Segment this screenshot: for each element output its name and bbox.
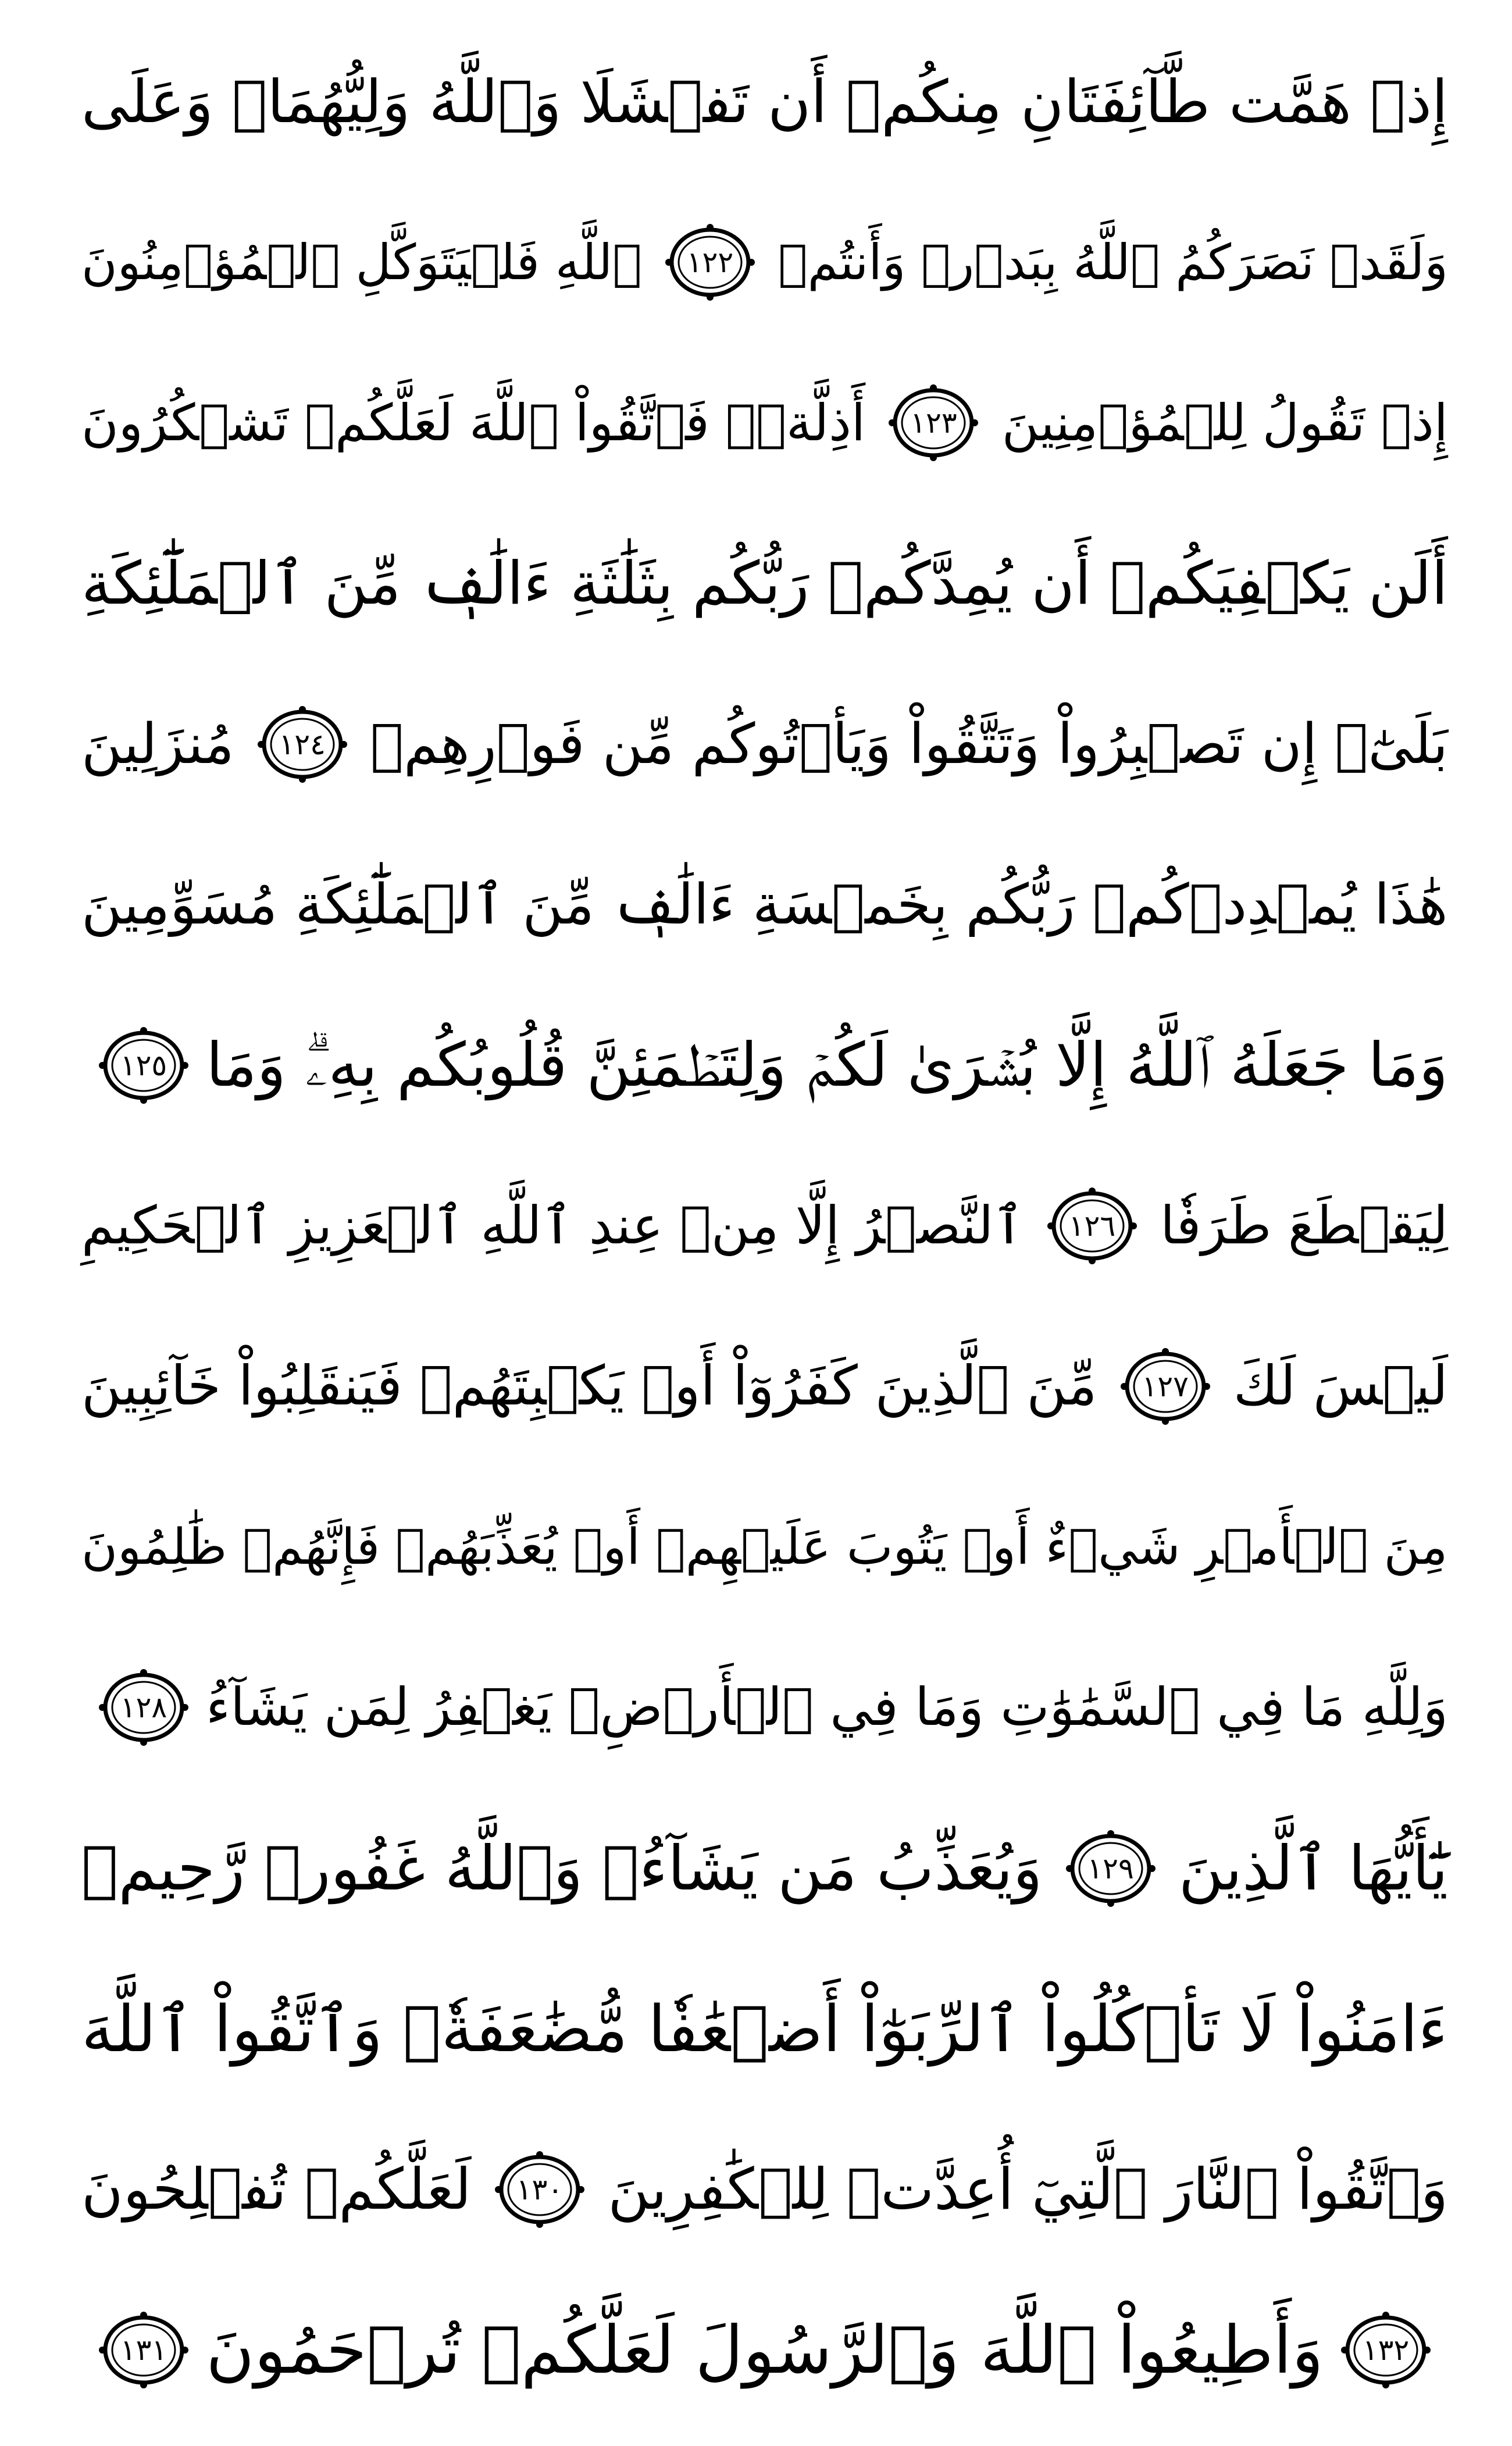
verse-text: مُنزَلِينَ [81, 712, 234, 776]
verse-text: وَلَقَدۡ نَصَرَكُمُ ٱللَّهُ بِبَدۡرٖ وَأَنتُمۡ [778, 234, 1448, 291]
verse-text: ٱلنَّصۡرُ إِلَّا مِنۡ عِندِ ٱللَّهِ ٱلۡعَزِيزِ ٱلۡحَكِيمِ [81, 1195, 1024, 1256]
verse-line [81, 1641, 1448, 1774]
ayah-number: ١٢٩ [1087, 1851, 1134, 1885]
verse-line [81, 195, 1448, 329]
verse-text: وَٱتَّقُواْ ٱلنَّارَ ٱلَّتِيٓ أُعِدَّتۡ لِلۡكَٰفِرِينَ [608, 2156, 1448, 2223]
ayah-number-marker [94, 1025, 193, 1106]
verse-text: أَذِلَّةٞۖ فَٱتَّقُواْ ٱللَّهَ لَعَلَّكُمۡ تَشۡكُرُونَ [81, 393, 866, 453]
ayah-number-marker [1336, 2309, 1435, 2391]
verse-text: وَمَا جَعَلَهُ ٱللَّهُ إِلَّا بُشۡرَىٰ لَكُمۡ وَلِتَطۡمَئِنَّ قُلُوبُكُم بِهِۦۗ وَمَا [206, 1029, 1448, 1100]
verse-text: وَيُعَذِّبُ مَن يَشَآءُۚ وَٱللَّهُ غَفُورٞ رَّحِيمٞ [81, 1832, 1043, 1904]
verse-text: يَٰٓأَيُّهَا ٱلَّذِينَ [1178, 1832, 1448, 1904]
verse-line [81, 999, 1448, 1132]
verse-line [81, 2123, 1448, 2256]
ayah-number: ١٢٦ [1068, 1208, 1116, 1243]
verse-lines [81, 35, 1448, 2417]
verse-line [81, 516, 1448, 650]
verse-line [81, 1802, 1448, 1935]
ayah-number-marker [884, 382, 983, 463]
verse-line [81, 678, 1448, 811]
verse-line [81, 2283, 1448, 2417]
verse-line [81, 1320, 1448, 1453]
ayah-number-marker [94, 2309, 193, 2391]
ayah-number-marker [253, 704, 352, 785]
ayah-number: ١٢٥ [120, 1048, 167, 1082]
verse-line [81, 35, 1448, 169]
ayah-number: ١٢٧ [1142, 1370, 1189, 1404]
verse-text: لَيۡسَ لَكَ [1233, 1354, 1448, 1418]
verse-text: لَعَلَّكُمۡ تُفۡلِحُونَ [81, 2156, 472, 2223]
ayah-number: ١٣٠ [516, 2172, 564, 2206]
ayah-number: ١٣٢ [1362, 2333, 1410, 2367]
verse-text: لِيَقۡطَعَ طَرَفٗا [1160, 1195, 1448, 1256]
ayah-number: ١٢٢ [686, 245, 734, 280]
verse-line [81, 838, 1448, 972]
verse-text: ءَامَنُواْ لَا تَأۡكُلُواْ ٱلرِّبَوٰٓاْ أَضۡعَٰفٗا مُّضَٰعَفَةٗۖ وَٱتَّقُواْ ٱللَّهَ [81, 1991, 1448, 2066]
ayah-number-marker [1116, 1346, 1215, 1427]
ayah-number: ١٢٣ [910, 406, 957, 440]
verse-line [81, 356, 1448, 490]
verse-text: هَٰذَا يُمۡدِدۡكُمۡ رَبُّكُم بِخَمۡسَةِ ءَالَٰفٖ مِّنَ ٱلۡمَلَٰٓئِكَةِ مُسَوِّمِينَ [81, 872, 1448, 937]
ayah-number-marker [490, 2149, 589, 2230]
verse-text: إِذۡ تَقُولُ لِلۡمُؤۡمِنِينَ [1001, 393, 1448, 453]
ayah-number-marker [1061, 1828, 1160, 1909]
ayah-number-marker [1043, 1185, 1142, 1267]
verse-text: مِنَ ٱلۡأَمۡرِ شَيۡءٌ أَوۡ يَتُوبَ عَلَيۡهِمۡ أَوۡ يُعَذِّبَهُمۡ فَإِنَّهُمۡ ظَٰلِمُونَ [81, 1518, 1448, 1576]
ayah-number-marker [94, 1667, 193, 1748]
verse-text: وَلِلَّهِ مَا فِي ٱلسَّمَٰوَٰتِ وَمَا فِي ٱلۡأَرۡضِۚ يَغۡفِرُ لِمَن يَشَآءُ [206, 1677, 1448, 1738]
ayah-number: ١٣١ [120, 2333, 167, 2367]
ayah-number-marker [661, 222, 759, 303]
verse-text: ٱللَّهِ فَلۡيَتَوَكَّلِ ٱلۡمُؤۡمِنُونَ [81, 234, 642, 291]
verse-line [81, 1159, 1448, 1293]
verse-line [81, 1962, 1448, 2096]
ayah-number: ١٢٤ [279, 727, 326, 761]
verse-text: مِّنَ ٱلَّذِينَ كَفَرُوٓاْ أَوۡ يَكۡبِتَهُمۡ فَيَنقَلِبُواْ خَآئِبِينَ [81, 1354, 1097, 1418]
verse-text: وَأَطِيعُواْ ٱللَّهَ وَٱلرَّسُولَ لَعَلَّكُمۡ تُرۡحَمُونَ [206, 2311, 1324, 2388]
ayah-number: ١٢٨ [120, 1691, 167, 1725]
verse-text: أَلَن يَكۡفِيَكُمۡ أَن يُمِدَّكُمۡ رَبُّكُم بِثَلَٰثَةِ ءَالَٰفٖ مِّنَ ٱلۡمَلَٰٓئِكَةِ [81, 549, 1448, 618]
verse-line [81, 1480, 1448, 1614]
verse-text: بَلَىٰٓۚ إِن تَصۡبِرُواْ وَتَتَّقُواْ وَيَأۡتُوكُم مِّن فَوۡرِهِمۡ [370, 712, 1448, 776]
verse-text: إِذۡ هَمَّت طَّآئِفَتَانِ مِنكُمۡ أَن تَفۡشَلَا وَٱللَّهُ وَلِيُّهُمَاۗ وَعَلَى [81, 67, 1448, 136]
